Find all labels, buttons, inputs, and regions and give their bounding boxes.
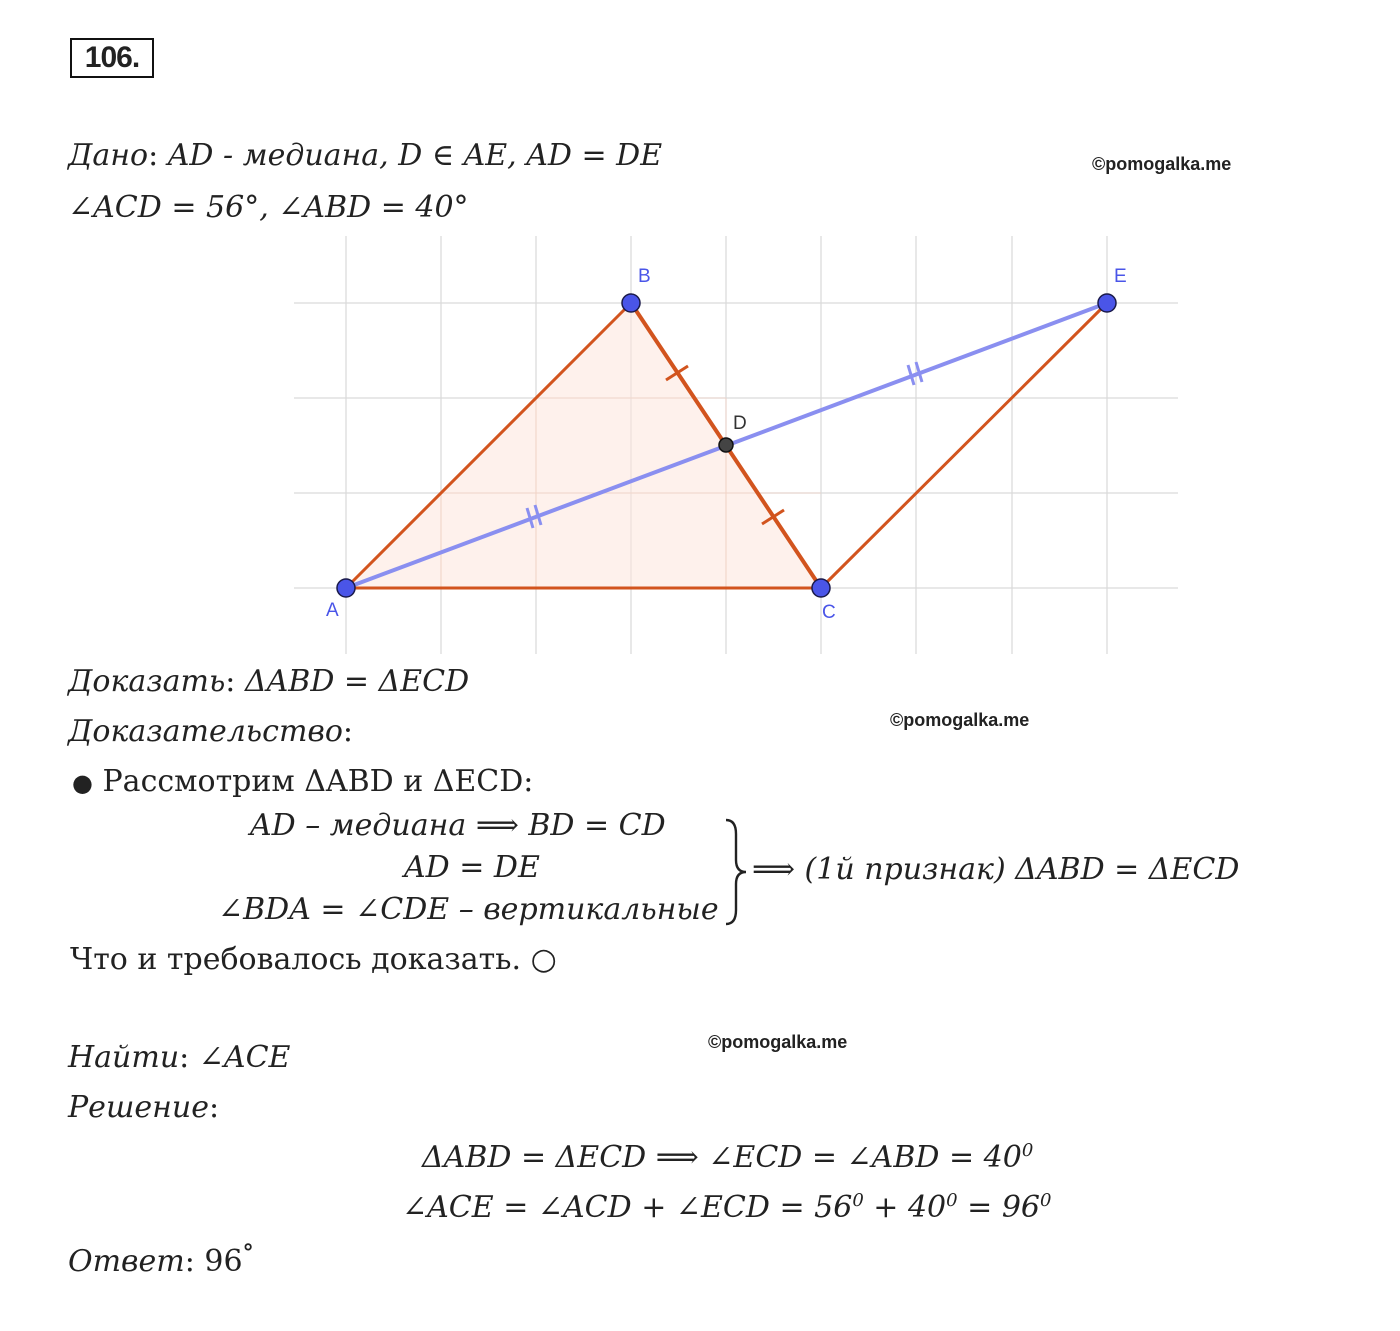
answer-line: Ответ: 96° xyxy=(68,1240,254,1279)
solution-line-2: ∠ACE = ∠ACD + ∠ECD = $56^0 + 40^0 = 96^0$ xyxy=(402,1190,1052,1225)
point-a xyxy=(337,579,355,597)
watermark-2: ©pomogalka.me xyxy=(890,710,1030,730)
point-e xyxy=(1098,294,1116,312)
label-a: A xyxy=(326,600,339,621)
answer-label: Ответ xyxy=(68,1244,185,1279)
label-c: C xyxy=(822,602,836,623)
proof-consider xyxy=(72,764,533,799)
proof-row-2: AD = DE xyxy=(404,850,540,885)
label-e: E xyxy=(1114,266,1127,287)
proof-row-3: ∠BDA = ∠CDE – вертикальные xyxy=(218,892,719,927)
qed-line: Что и требовалось доказать. ○ xyxy=(70,942,557,977)
grid xyxy=(294,236,1178,654)
prove-line: Доказать: ΔABD = ΔECD xyxy=(68,664,470,699)
bullet: ● xyxy=(72,769,93,797)
given-label: Дано xyxy=(68,138,149,173)
right-brace xyxy=(722,816,752,928)
geometry-figure xyxy=(290,232,1190,658)
watermark-3: ©pomogalka.me xyxy=(708,1032,848,1052)
watermark-1: ©pomogalka.me xyxy=(1092,154,1232,174)
problem-number: 106. xyxy=(70,38,154,78)
proof-heading: Доказательство: xyxy=(68,714,354,749)
given-statement: AD - медиана, D ∈ AE, AD = DE xyxy=(167,138,663,173)
consider-text: Рассмотрим ΔABD и ΔECD: xyxy=(102,764,534,799)
point-d xyxy=(719,438,733,452)
triangle-abc-fill xyxy=(346,303,821,588)
point-c xyxy=(812,579,830,597)
prove-label: Доказать xyxy=(68,664,226,699)
solution-label: Решение xyxy=(68,1090,209,1125)
find-label: Найти xyxy=(68,1040,180,1075)
proof-label: Доказательство xyxy=(68,714,343,749)
given-line-2: ∠ACD = 56°, ∠ABD = 40° xyxy=(68,190,469,225)
solution-line-1: ΔABD = ΔECD ⟹ ∠ECD = ∠ABD = $40^0$ xyxy=(422,1140,1034,1175)
prove-statement: ΔABD = ΔECD xyxy=(244,664,470,699)
given-line-1: Дано: AD - медиана, D ∈ AE, AD = DE xyxy=(68,138,663,173)
proof-row-1: AD – медиана ⟹ BD = CD xyxy=(250,808,666,843)
answer-degree: ° xyxy=(242,1240,254,1266)
solution-heading: Решение: xyxy=(68,1090,220,1125)
answer-value: 96 xyxy=(204,1244,243,1279)
label-b: B xyxy=(638,266,651,287)
label-d: D xyxy=(733,413,747,434)
find-line: Найти: ∠ACE xyxy=(68,1040,291,1075)
point-b xyxy=(622,294,640,312)
proof-conclusion: ⟹ (1й признак) ΔABD = ΔECD xyxy=(752,852,1240,887)
find-statement: ∠ACE xyxy=(198,1040,291,1075)
side-ce xyxy=(821,303,1107,588)
